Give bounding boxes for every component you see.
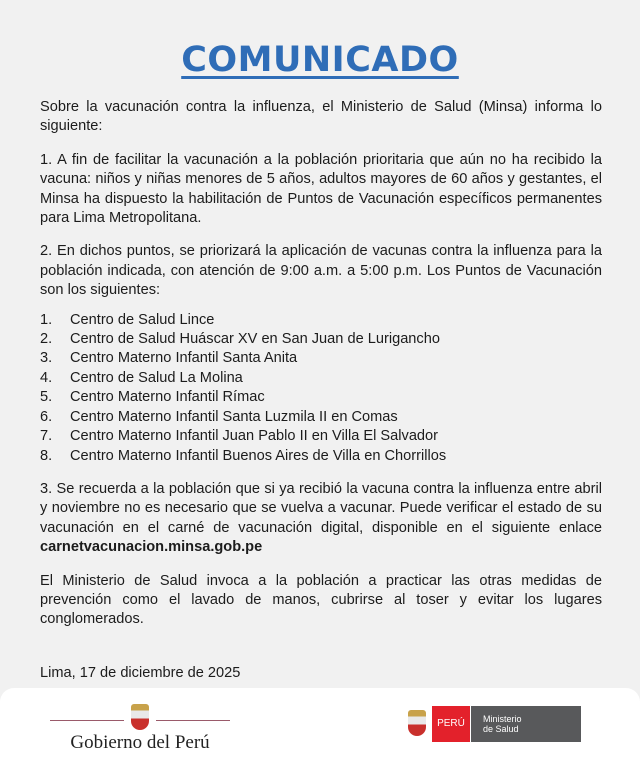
date-line: Lima, 17 de diciembre de 2025 [40, 664, 241, 681]
vaccination-card-link[interactable]: carnetvacunacion.minsa.gob.pe [40, 539, 263, 556]
list-item: 6. Centro Materno Infantil Santa Luzmila II en Comas [40, 408, 398, 425]
list-item: 5. Centro Materno Infantil Rímac [40, 389, 265, 406]
list-item: 8. Centro Materno Infantil Buenos Aires de Villa en Chorrillos [40, 447, 447, 464]
divider [156, 720, 230, 721]
point-2: 2. En dichos puntos, se priorizará la aplicación de vacunas contra la influenza para la población indicada, con atención de 9:00 a.m. a 5:00 p.m. Los Puntos de Vacunación son los siguientes: [40, 243, 602, 299]
divider [50, 720, 124, 721]
page-title: COMUNICADO [181, 40, 459, 80]
vaccination-centers-list [40, 311, 602, 466]
coat-of-arms-icon [408, 710, 426, 736]
closing-paragraph: El Ministerio de Salud invoca a la población a practicar las otras medidas de prevención como el lavado de manos, cubrirse al toser y evitar los lugares conglomerados. [40, 572, 602, 628]
list-item: 3. Centro Materno Infantil Santa Anita [40, 350, 298, 367]
point-3: 3. Se recuerda a la población que si ya recibió la vacuna contra la influenza entre abril y noviembre no es necesario que se vuelva a vacunar. Puede verificar el estado de su vacunación en el carné de vacunación digital, disponible en el siguiente enlace carnetvacunacion.minsa.gob.pe [40, 480, 602, 556]
list-item: 1. Centro de Salud Lince [40, 311, 215, 328]
footer: Gobierno del Perú PERÚ Ministerio de Salud [0, 688, 640, 765]
list-item: 7. Centro Materno Infantil Juan Pablo II en Villa El Salvador [40, 428, 439, 445]
list-item: 4. Centro de Salud La Molina [40, 369, 243, 386]
point-1: 1. A fin de facilitar la vacunación a la población prioritaria que aún no ha recibido la vacuna: niños y niñas menores de 5 años, adultos mayores de 60 años y gestantes, el Minsa ha dispuesto la habilitación de Puntos de Vacunación específicos permanentes para Lima Metropolitana. [40, 151, 602, 227]
communique-body [40, 98, 602, 697]
intro-paragraph: Sobre la vacunación contra la influenza, el Ministerio de Salud (Minsa) informa lo siguiente: [40, 99, 602, 135]
coat-of-arms-icon [131, 704, 149, 730]
list-item: 2. Centro de Salud Huáscar XV en San Juan de Lurigancho [40, 331, 440, 348]
